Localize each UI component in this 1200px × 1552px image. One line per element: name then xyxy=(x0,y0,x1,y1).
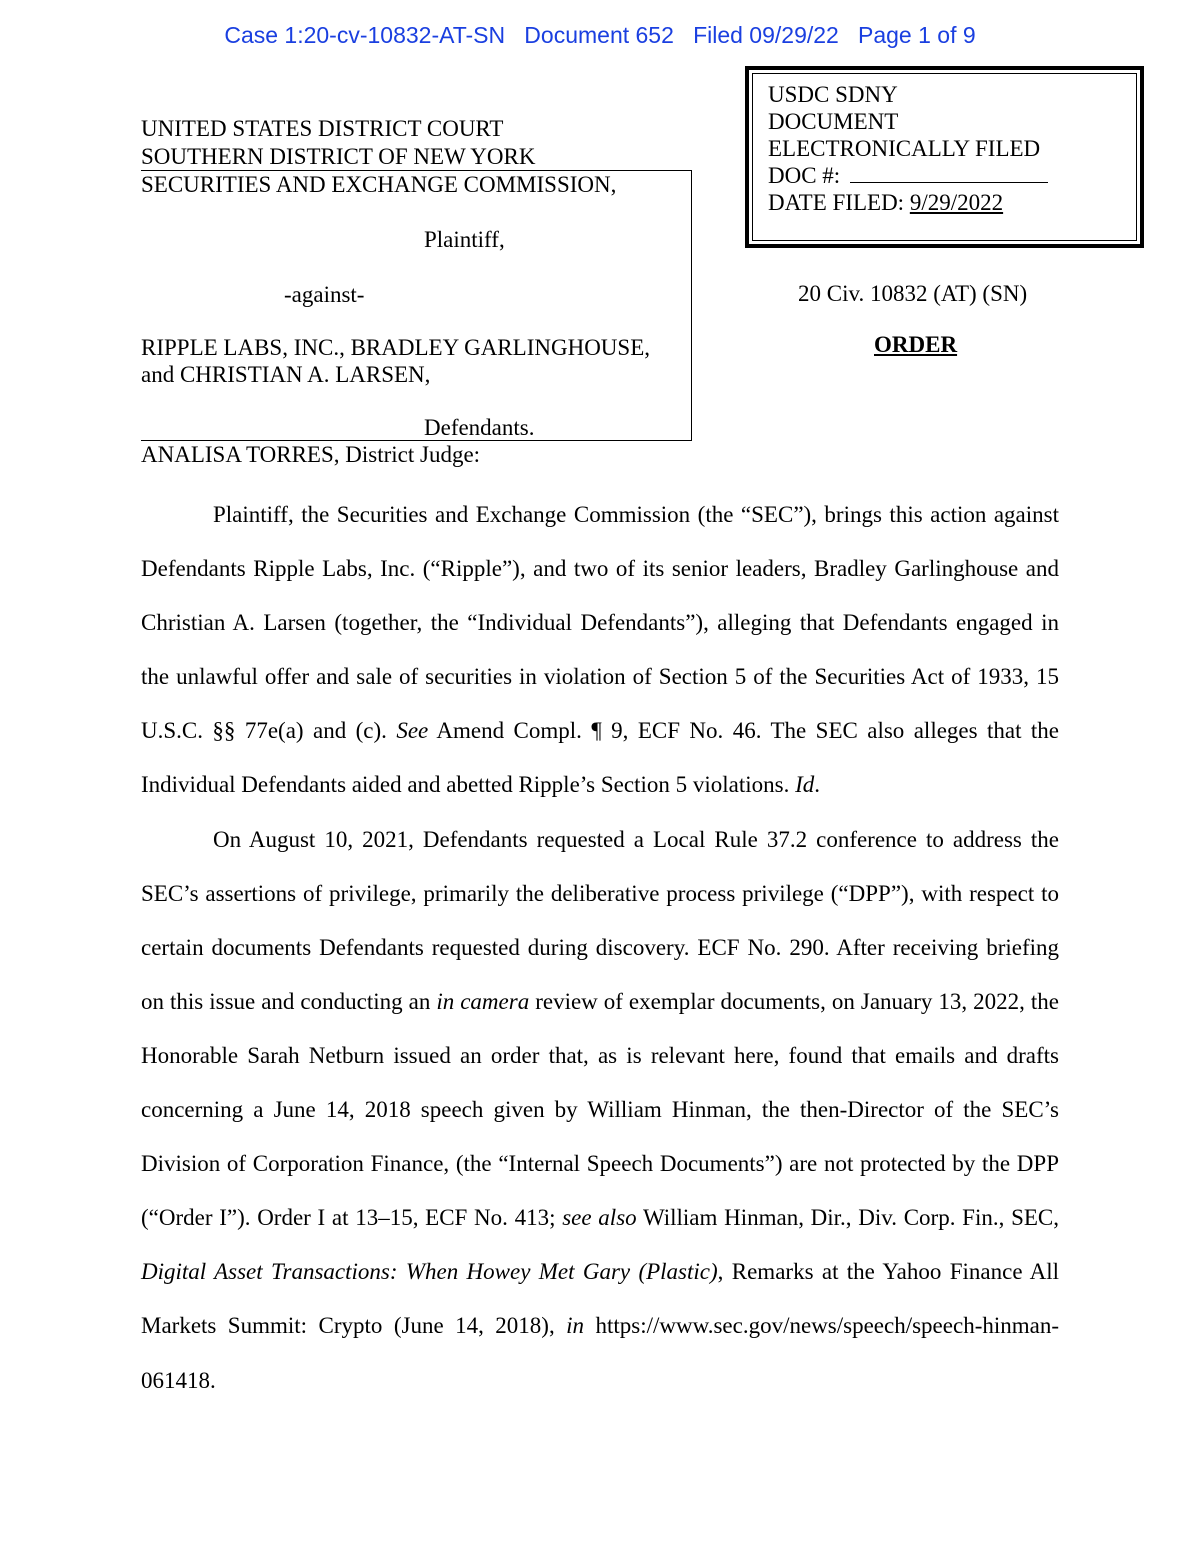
paragraph-text: . xyxy=(814,772,820,798)
italic-text: See xyxy=(396,718,429,744)
italic-text: Digital Asset Transactions: When Howey Met Gary (Plastic) xyxy=(141,1259,718,1285)
defendants-role: Defendants. xyxy=(424,415,535,440)
court-name xyxy=(141,115,535,171)
order-title: ORDER xyxy=(874,332,958,357)
paragraph-text: review of exemplar documents, on January 13, 2022, the Honorable Sarah Netburn issued an order that, as is relevant here, found that emails and drafts concerning a June 14, 2018 speech given by William Hinman, the then-Director of the SEC’s Division of Corporation Finance, (the “Internal Speech Documents”) are not protected by the DPP (“Order I”). Order I at 13–15, ECF No. 413; xyxy=(141,988,1059,1231)
paragraph-text: , Remarks at the Yahoo Finance All Markets Summit: Crypto (June 14, 2018), xyxy=(141,1259,1060,1339)
stamp-date-filed xyxy=(768,189,1048,216)
defendants-line-1: RIPPLE LABS, INC., BRADLEY GARLINGHOUSE, xyxy=(141,335,650,360)
stamp-doc-blank xyxy=(850,162,1048,183)
judge-line: ANALISA TORRES, District Judge: xyxy=(141,442,481,467)
plaintiff-name: SECURITIES AND EXCHANGE COMMISSION, xyxy=(141,172,617,197)
italic-text: Id xyxy=(795,772,815,798)
paragraph-text: Plaintiff, the Securities and Exchange Commission (the “SEC”), brings this action against Defendants Ripple Labs, Inc. (“Ripple”), and two of its senior leaders, Bradley Garlinghouse and Christian A. Larsen (together, the “Individual Defendants”), alleging that Defendants engaged in the unlawful offer and sale of securities in violation of Section 5 of the Securities Act of 1933, 15 U.S.C. §§ 77e(a) and (c). xyxy=(141,502,1059,744)
plaintiff-role: Plaintiff, xyxy=(424,227,505,252)
paragraph-text: On August 10, 2021, Defendants requested a Local Rule 37.2 conference to address the SEC’s assertions of privilege, primarily the deliberative process privilege (“DPP”), with respect to certain documents Defendants requested during discovery. ECF No. 290. After receiving briefing on this issue and conducting an xyxy=(141,826,1059,1014)
filing-stamp-text xyxy=(768,81,1048,216)
paragraph-text: https://www.sec.gov/news/speech/speech-hinman-061418. xyxy=(141,1313,1059,1393)
italic-text: see also xyxy=(562,1205,637,1231)
stamp-line-1: USDC SDNY xyxy=(768,82,898,107)
defendants-line-2: and CHRISTIAN A. LARSEN, xyxy=(141,362,431,387)
stamp-date-value: 9/29/2022 xyxy=(909,190,1004,215)
italic-text: in xyxy=(566,1313,585,1339)
body-paragraph xyxy=(141,813,1059,1408)
stamp-date-label: DATE FILED: xyxy=(768,190,905,215)
ecf-filing-header: Case 1:20-cv-10832-AT-SN Document 652 Filed 09/29/22 Page 1 of 9 xyxy=(224,22,976,48)
italic-text: in camera xyxy=(436,988,530,1014)
filing-stamp xyxy=(745,66,1144,248)
stamp-doc-label: DOC #: xyxy=(768,163,841,188)
stamp-line-3: ELECTRONICALLY FILED xyxy=(768,136,1041,161)
stamp-line-2: DOCUMENT xyxy=(768,109,899,134)
body-paragraph xyxy=(141,488,1059,813)
stamp-doc-number xyxy=(768,162,1048,189)
paragraph-text: William Hinman, Dir., Div. Corp. Fin., SEC, xyxy=(636,1205,1059,1231)
court-line-2: SOUTHERN DISTRICT OF NEW YORK xyxy=(141,144,536,169)
order-body xyxy=(141,488,1059,1408)
civil-case-number: 20 Civ. 10832 (AT) (SN) xyxy=(798,281,1028,306)
court-line-1: UNITED STATES DISTRICT COURT xyxy=(141,116,504,141)
caption-rule-bottom xyxy=(141,440,692,441)
paragraph-text: Amend Compl. ¶ 9, ECF No. 46. The SEC also alleges that the Individual Defendants aided and abetted Ripple’s Section 5 violations. xyxy=(141,718,1060,798)
caption-rule-right xyxy=(691,170,692,441)
versus-label: -against- xyxy=(284,282,365,307)
